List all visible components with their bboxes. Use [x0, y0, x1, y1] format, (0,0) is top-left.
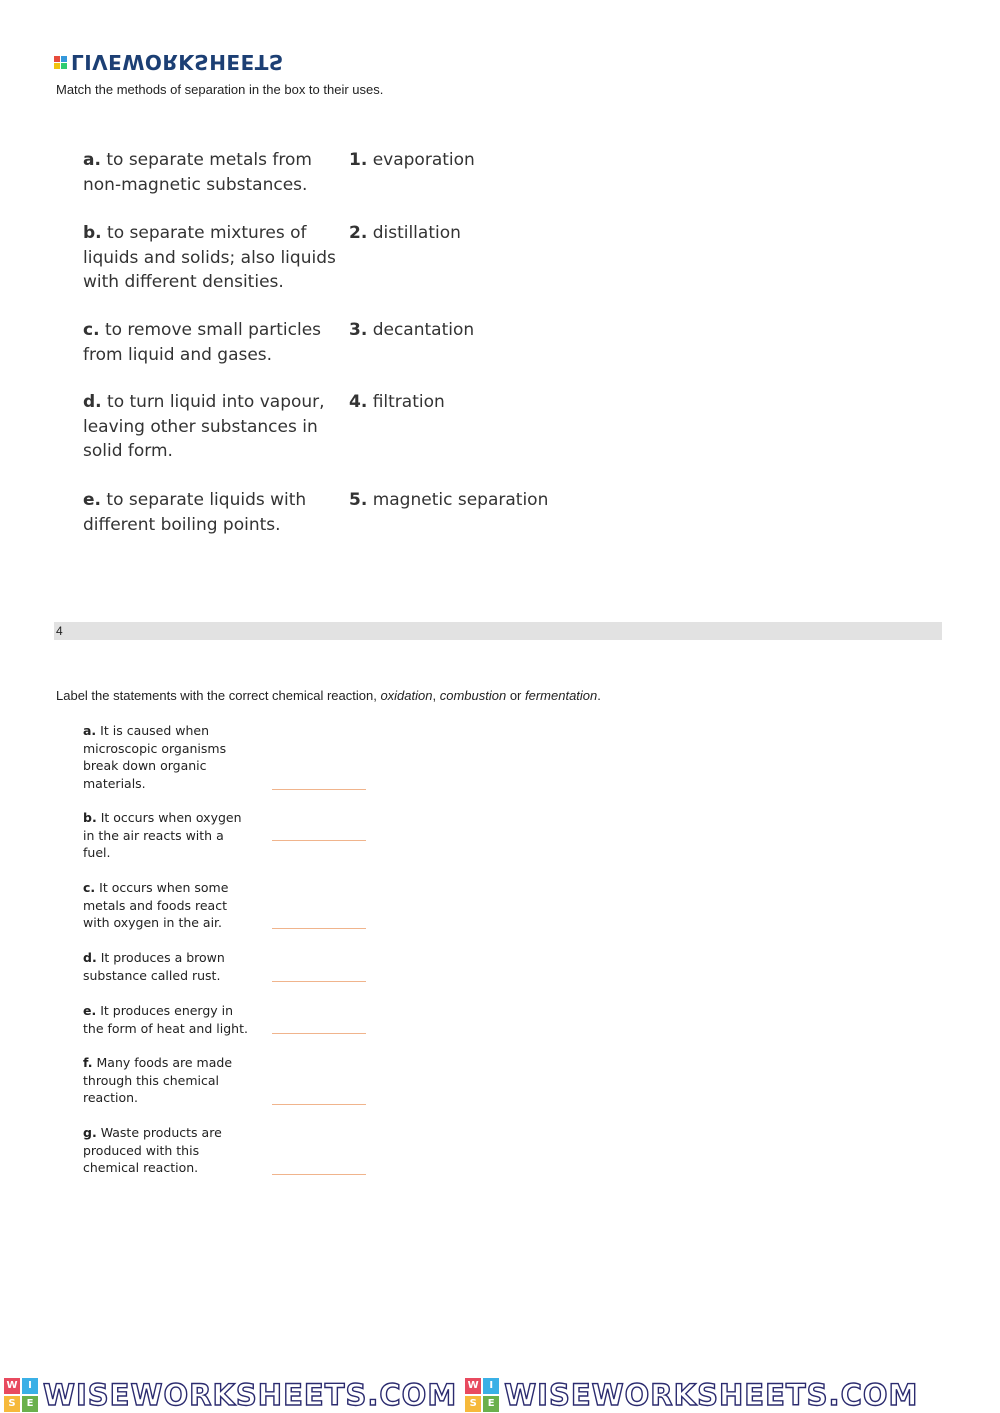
statement-line: It is caused when: [100, 723, 210, 738]
statement-line: break down organic: [83, 758, 207, 773]
statement-line: chemical reaction.: [83, 1160, 199, 1175]
footer-text: WISEWORKSHEETS.COM: [504, 1377, 919, 1412]
statement-line: It occurs when oxygen: [100, 810, 242, 825]
method-number: 1.: [349, 150, 368, 170]
footer-logo-letter: W: [4, 1378, 20, 1394]
method-number: 3.: [349, 320, 368, 340]
statement-letter: d.: [83, 950, 97, 965]
footer-logo-letter: S: [465, 1396, 481, 1412]
method-number: 4.: [349, 392, 368, 412]
statement-f: [83, 1054, 232, 1107]
logo-square: [54, 63, 60, 69]
use-line: with different densities.: [83, 272, 284, 292]
method-label: magnetic separation: [372, 490, 549, 510]
statement-letter: c.: [83, 880, 96, 895]
logo-square: [61, 56, 67, 62]
exercise1-instruction: Match the methods of separation in the box to their uses.: [56, 82, 384, 97]
footer-logo-mark: [4, 1378, 38, 1412]
use-line: from liquid and gases.: [83, 344, 273, 365]
logo-square: [54, 56, 60, 62]
use-line: to separate mixtures of: [107, 223, 307, 243]
statement-letter: g.: [83, 1125, 97, 1140]
footer-logo-letter: I: [22, 1378, 38, 1394]
method-item-2: [349, 221, 461, 246]
statement-letter: e.: [83, 1003, 97, 1018]
option-fermentation: fermentation: [525, 688, 598, 703]
logo-square: [61, 63, 67, 69]
footer-logo-letter: I: [483, 1378, 499, 1394]
use-line: to separate liquids with: [106, 490, 307, 510]
method-number: 2.: [349, 223, 368, 243]
statement-line: It occurs when some: [99, 880, 229, 895]
statement-line: It produces a brown: [100, 950, 225, 965]
logo-text: LIVEWORKSHEETS: [71, 50, 284, 74]
liveworksheets-logo: [54, 52, 284, 72]
use-item-d: [83, 390, 325, 464]
statement-line: fuel.: [83, 845, 111, 860]
statement-d: [83, 949, 225, 984]
footer-logo-mark: [465, 1378, 499, 1412]
method-label: filtration: [372, 392, 445, 412]
method-label: distillation: [372, 223, 461, 243]
footer-logo-letter: E: [22, 1396, 38, 1412]
use-line: non-magnetic substances.: [83, 174, 308, 195]
option-oxidation: oxidation: [380, 688, 433, 703]
instruction-text: Label the statements with the correct chemical reaction,: [56, 688, 381, 703]
use-line: liquids and solids; also liquids: [83, 247, 336, 268]
method-item-1: [349, 148, 475, 173]
method-item-5: [349, 488, 548, 513]
statement-line: Waste products are: [100, 1125, 222, 1140]
footer-logo-letter: W: [465, 1378, 481, 1394]
answer-blank-a[interactable]: [272, 789, 366, 790]
use-line: different boiling points.: [83, 514, 281, 535]
answer-blank-f[interactable]: [272, 1104, 366, 1105]
answer-blank-e[interactable]: [272, 1033, 366, 1034]
use-letter: d.: [83, 392, 102, 412]
answer-blank-b[interactable]: [272, 840, 366, 841]
statement-line: reaction.: [83, 1090, 139, 1105]
use-line: to separate metals from: [106, 150, 312, 170]
statement-line: It produces energy in: [100, 1003, 234, 1018]
footer-brand: [4, 1378, 457, 1412]
wiseworksheets-footer: [0, 1376, 1000, 1413]
use-item-a: [83, 148, 312, 197]
statement-e: [83, 1002, 248, 1037]
footer-logo-letter: S: [4, 1396, 20, 1412]
use-line: solid form.: [83, 441, 173, 461]
option-combustion: combustion: [439, 688, 507, 703]
use-letter: a.: [83, 150, 101, 170]
statement-line: materials.: [83, 775, 146, 791]
statement-line: with oxygen in the air.: [83, 915, 223, 930]
answer-blank-d[interactable]: [272, 981, 366, 982]
statement-line: through this chemical: [83, 1072, 220, 1088]
statement-letter: b.: [83, 810, 97, 825]
method-label: evaporation: [372, 150, 475, 170]
statement-line: Many foods are made: [96, 1055, 233, 1070]
use-item-c: [83, 318, 321, 367]
method-item-4: [349, 390, 445, 415]
method-label: decantation: [372, 320, 475, 340]
use-item-e: [83, 488, 306, 537]
statement-b: [83, 809, 242, 862]
use-item-b: [83, 221, 336, 295]
use-line: to turn liquid into vapour,: [107, 392, 325, 412]
statement-line: the form of heat and light.: [83, 1020, 248, 1036]
statement-a: [83, 722, 226, 792]
answer-blank-g[interactable]: [272, 1174, 366, 1175]
statement-g: [83, 1124, 222, 1177]
method-item-3: [349, 318, 474, 343]
footer-brand: [465, 1378, 918, 1412]
statement-letter: f.: [83, 1055, 93, 1070]
use-letter: c.: [83, 320, 100, 340]
use-line: to remove small particles: [104, 320, 322, 340]
use-letter: b.: [83, 223, 102, 243]
statement-letter: a.: [83, 723, 97, 738]
exercise2-instruction: [56, 688, 601, 703]
use-letter: e.: [83, 490, 101, 510]
statement-line: in the air reacts with a: [83, 827, 224, 843]
statement-line: substance called rust.: [83, 967, 221, 983]
instruction-separator: or: [506, 688, 525, 703]
statement-line: metals and foods react: [83, 897, 227, 913]
instruction-separator: ,: [432, 688, 440, 703]
method-number: 5.: [349, 490, 368, 510]
use-line: leaving other substances in: [83, 416, 318, 437]
statement-line: microscopic organisms: [83, 740, 227, 756]
page-number: 4: [56, 624, 63, 638]
answer-blank-c[interactable]: [272, 928, 366, 929]
statement-c: [83, 879, 228, 932]
statement-line: produced with this: [83, 1142, 200, 1158]
logo-mark: [54, 56, 67, 69]
footer-logo-letter: E: [483, 1396, 499, 1412]
page-separator-bar: [54, 622, 942, 640]
footer-text: WISEWORKSHEETS.COM: [43, 1377, 458, 1412]
instruction-text: .: [597, 688, 601, 703]
